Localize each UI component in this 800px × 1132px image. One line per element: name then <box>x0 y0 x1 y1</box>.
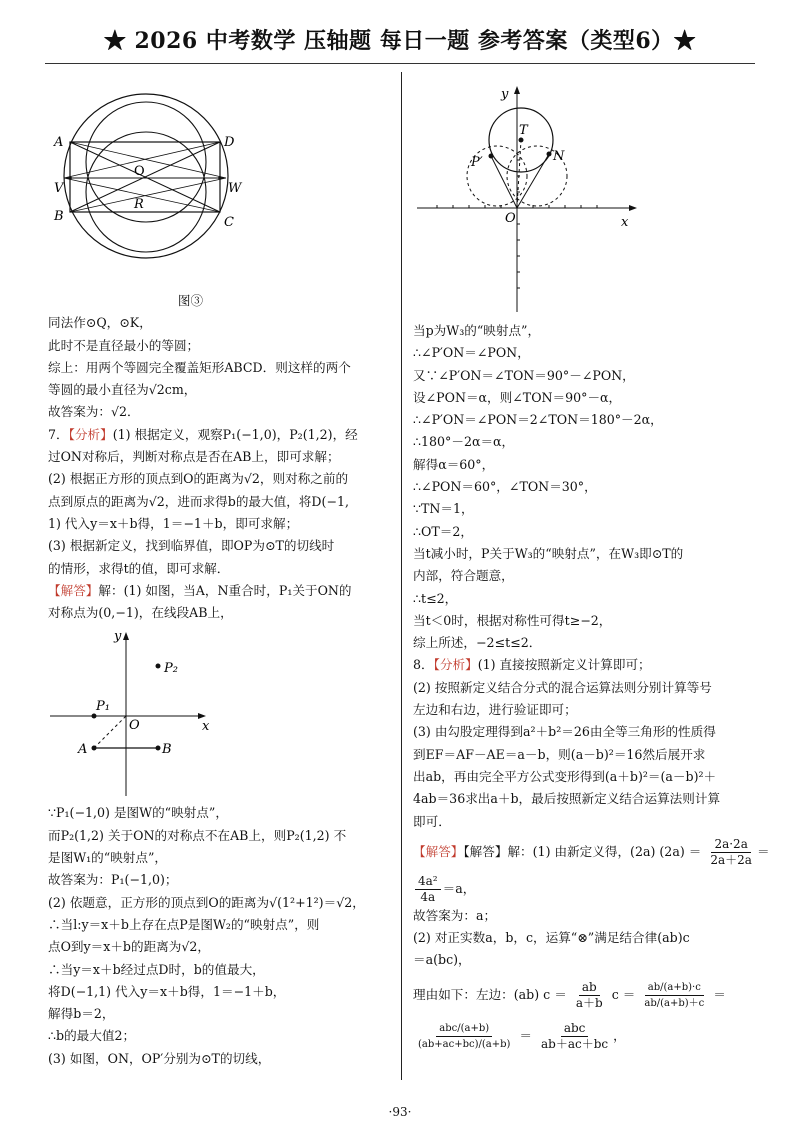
left-text-line: 的情形，求得t的值，即可求解． <box>48 560 230 576</box>
label-r: R <box>134 197 144 212</box>
left-text-line: 同法作⊙Q，⊙K， <box>48 315 152 331</box>
column-divider <box>401 72 402 1080</box>
left-text-line: (3) 根据新定义，找到临界值，即OP为⊙T的切线时 <box>48 538 335 554</box>
point-p2 <box>156 664 161 669</box>
right-text-line: ∴180°－2α＝α， <box>413 434 515 450</box>
left-text-line: 对称点为(0,−1)，在线段AB上， <box>48 605 233 621</box>
section-tag: 【解答】 <box>48 582 99 598</box>
graph1-origin-label: O <box>129 718 140 734</box>
left-text-line: 此时不是直径最小的等圆； <box>48 337 200 353</box>
coordinate-graph-2 <box>413 80 653 320</box>
left-text-line: 7．【分析】(1) 根据定义，观察P₁(−1,0)，P₂(1,2)，经 <box>48 426 358 442</box>
left-text-line: 【解答】解：(1) 如图，当A，N重合时，P₁关于ON的 <box>48 582 352 598</box>
right-text-line: ∵TN＝1， <box>413 501 474 517</box>
left-text-line: (2) 根据正方形的顶点到O的距离为√2，则对称之前的 <box>48 471 349 487</box>
fraction-4a2: $\frac{\text{4a²}}{4a}$ <box>415 874 441 905</box>
page-number: ·93· <box>388 1105 412 1119</box>
point-p1 <box>92 714 97 719</box>
left-text-2-line: 是图W₁的“映射点”， <box>48 850 168 866</box>
label-b: B <box>54 209 64 224</box>
figure-3-caption: 图③ <box>177 293 204 308</box>
fraction-2a2a: $\frac{2a\cdot 2a}{2a+2a}$ <box>710 836 752 867</box>
right-text-line: 设∠PON＝α，则∠TON＝90°－α， <box>413 389 622 405</box>
right-text-line: ∴t≤2， <box>413 590 458 606</box>
left-text-line: 过ON对称后，判断对称点是否在AB上，即可求解； <box>48 449 340 465</box>
circle-upper <box>86 102 206 222</box>
page-header: ★ 2026 中考数学 压轴题 每日一题 参考答案（类型6）★ <box>103 28 697 54</box>
right-text-line: 到EF＝AF－AE＝a－b，则(a－b)²＝16然后展开求 <box>413 746 706 762</box>
point-n <box>547 152 552 157</box>
left-text-2-line: 而P₂(1,2) 关于ON的对称点不在AB上，则P₂(1,2) 不 <box>48 827 347 843</box>
right-text-line: 左边和右边，进行验证即可； <box>413 702 577 718</box>
label-d: D <box>224 135 235 150</box>
graph1-p2-label: P₂ <box>164 661 178 677</box>
answer-8-1: 故答案为：a； <box>413 907 497 923</box>
point-p-prime <box>489 154 494 159</box>
right-text-block <box>413 320 758 833</box>
graph1-p1-label: P₁ <box>96 699 110 715</box>
right-text-line: (2) 按照新定义结合分式的混合运算法则分别计算等号 <box>413 679 712 695</box>
right-text-line: 综上所述，−2≤t≤2． <box>413 635 542 651</box>
fraction-compound: $\frac{ab/(a+b)\cdot c}{ab/(a+b)+c}$ <box>644 981 705 1009</box>
right-text-line: 当t＜0时，根据对称性可得t≥−2， <box>413 612 612 628</box>
fraction-ab-over-a-plus-b: $\frac{ab}{a+b}$ <box>575 979 603 1010</box>
graph2-y-label: y <box>501 87 509 102</box>
left-text-2-line: (3) 如图，ON，OP′分别为⊙T的切线， <box>48 1050 271 1066</box>
fraction-abc: $\frac{\text{abc}}{ab+ac+bc}$ <box>541 1020 609 1051</box>
left-text-line: 1) 代入y＝x＋b得，1＝−1＋b，即可求解； <box>48 515 299 531</box>
figure-3-diagram <box>50 80 250 288</box>
right-column <box>413 80 770 1052</box>
coordinate-graph-1 <box>50 628 220 798</box>
left-text-block-1 <box>48 312 393 624</box>
left-text-2-line: 点O到y＝x＋b的距离为√2， <box>48 939 210 955</box>
left-text-line: 等圆的最小直径为√2cm， <box>48 382 197 398</box>
right-text-line: 解得α＝60°， <box>413 456 495 472</box>
right-text-line: ∴OT＝2， <box>413 523 473 539</box>
right-text-line: 即可． <box>413 813 451 829</box>
graph2-x-label: x <box>621 215 629 230</box>
label-c: C <box>224 215 234 230</box>
right-text-line: 内部，符合题意， <box>413 568 514 584</box>
solution-8-2-line2: ＝a(bc)， <box>413 952 471 968</box>
label-o: O <box>134 164 145 179</box>
right-text-line: 当p为W₃的“映射点”， <box>413 323 541 338</box>
right-text-line: 当t减小时，P关于W₃的“映射点”，在W₃即⊙T的 <box>413 545 684 561</box>
solution-8-2-left-side-cont: $\frac{\text{abc/(a+b)}}{(ab+ac+bc)/(a+b)}$ ＝ $\frac{\text{abc}}{ab+ac+bc}$ ， <box>413 1021 758 1052</box>
left-text-2-line: ∴当l:y＝x＋b上存在点P是图W₂的“映射点”，则 <box>48 916 320 932</box>
right-text-line: 4ab＝36求出a＋b，最后按照新定义结合运算法则计算 <box>413 791 721 807</box>
left-text-2-line: (2) 依题意，正方形的顶点到O的距离为√(1²+1²)＝√2， <box>48 894 365 910</box>
solution-8-1: 【解答】【解答】解：(1) 由新定义得，(2a) (2a) ＝ $\frac{2a\cdot 2a}{2a+2a}$ ＝ <box>413 836 770 867</box>
left-text-2-line: ∴当y＝x＋b经过点D时，b的值最大， <box>48 961 265 977</box>
right-text-line: 出ab，再由完全平方公式变形得到(a＋b)²＝(a－b)²＋ <box>413 768 717 784</box>
graph1-y-label: y <box>114 629 122 645</box>
left-text-block-2 <box>48 802 393 1070</box>
solution-8-2-left-side: 理由如下：左边：(ab) c ＝ $\frac{ab}{a+b}$ c ＝ $\frac{ab/(a+b)\cdot c}{ab/(a+b)+c}$ ＝ <box>413 979 726 1010</box>
point-a <box>92 746 97 751</box>
left-text-line: 点到原点的距离为√2，进而求得b的最大值，将D(−1, <box>48 493 349 509</box>
left-text-2-line: ∵P₁(−1,0) 是图W的“映射点”， <box>48 805 228 821</box>
section-tag: 【分析】 <box>433 657 478 673</box>
graph2-t-label: T <box>519 123 528 138</box>
left-text-2-line: 解得b＝2， <box>48 1006 115 1022</box>
left-text-line: 故答案为：√2． <box>48 404 140 420</box>
graph1-x-label: x <box>202 719 210 735</box>
point-b <box>156 746 161 751</box>
label-w: W <box>228 181 242 196</box>
right-text-line: ∴∠PON＝60°，∠TON＝30°， <box>413 479 597 495</box>
fraction-nested: $\frac{\text{abc/(a+b)}}{(ab+ac+bc)/(a+b)}$ <box>418 1022 511 1050</box>
right-text-line: (3) 由勾股定理得到a²＋b²＝26由全等三角形的性质得 <box>413 724 716 740</box>
label-a: A <box>54 135 64 150</box>
solution-8-1-prefix: 【解答】解：(1) 由新定义得，(2a) (2a) ＝ <box>463 843 702 859</box>
answer-tag: 【解答】 <box>413 843 464 859</box>
graph2-origin-label: O <box>505 211 516 226</box>
right-text-line: ∴∠P′ON＝∠PON， <box>413 345 530 361</box>
graph2-p-prime-label: P′ <box>471 155 483 170</box>
graph2-n-label: N <box>553 149 565 164</box>
solution-8-2-line1: (2) 对正实数a，b，c，运算“⊗”满足结合律(ab)c <box>413 930 690 946</box>
graph1-b-label: B <box>162 742 172 758</box>
graph1-a-label: A <box>78 742 88 758</box>
left-text-2-line: 故答案为：P₁(−1,0)； <box>48 872 178 888</box>
right-text-line: 8．【分析】(1) 直接按照新定义计算即可； <box>413 657 651 673</box>
left-text-2-line: 将D(−1,1) 代入y＝x＋b得，1＝−1＋b， <box>48 983 286 999</box>
left-text-2-line: ∴b的最大值2； <box>48 1028 136 1044</box>
left-column <box>48 80 393 1070</box>
right-text-line: ∴∠P′ON＝∠PON＝2∠TON＝180°－2α， <box>413 412 663 428</box>
section-tag: 【分析】 <box>68 426 113 442</box>
right-text-line: 又∵∠P′ON＝∠TON＝90°－∠PON， <box>413 367 635 383</box>
solution-8-1-result: $\frac{\text{4a²}}{4a}$ ＝a， <box>413 874 758 905</box>
point-t <box>519 138 524 143</box>
left-text-line: 综上：用两个等圆完全覆盖矩形ABCD．则这样的两个 <box>48 359 351 375</box>
label-v: V <box>54 181 64 196</box>
header-divider <box>45 63 755 64</box>
